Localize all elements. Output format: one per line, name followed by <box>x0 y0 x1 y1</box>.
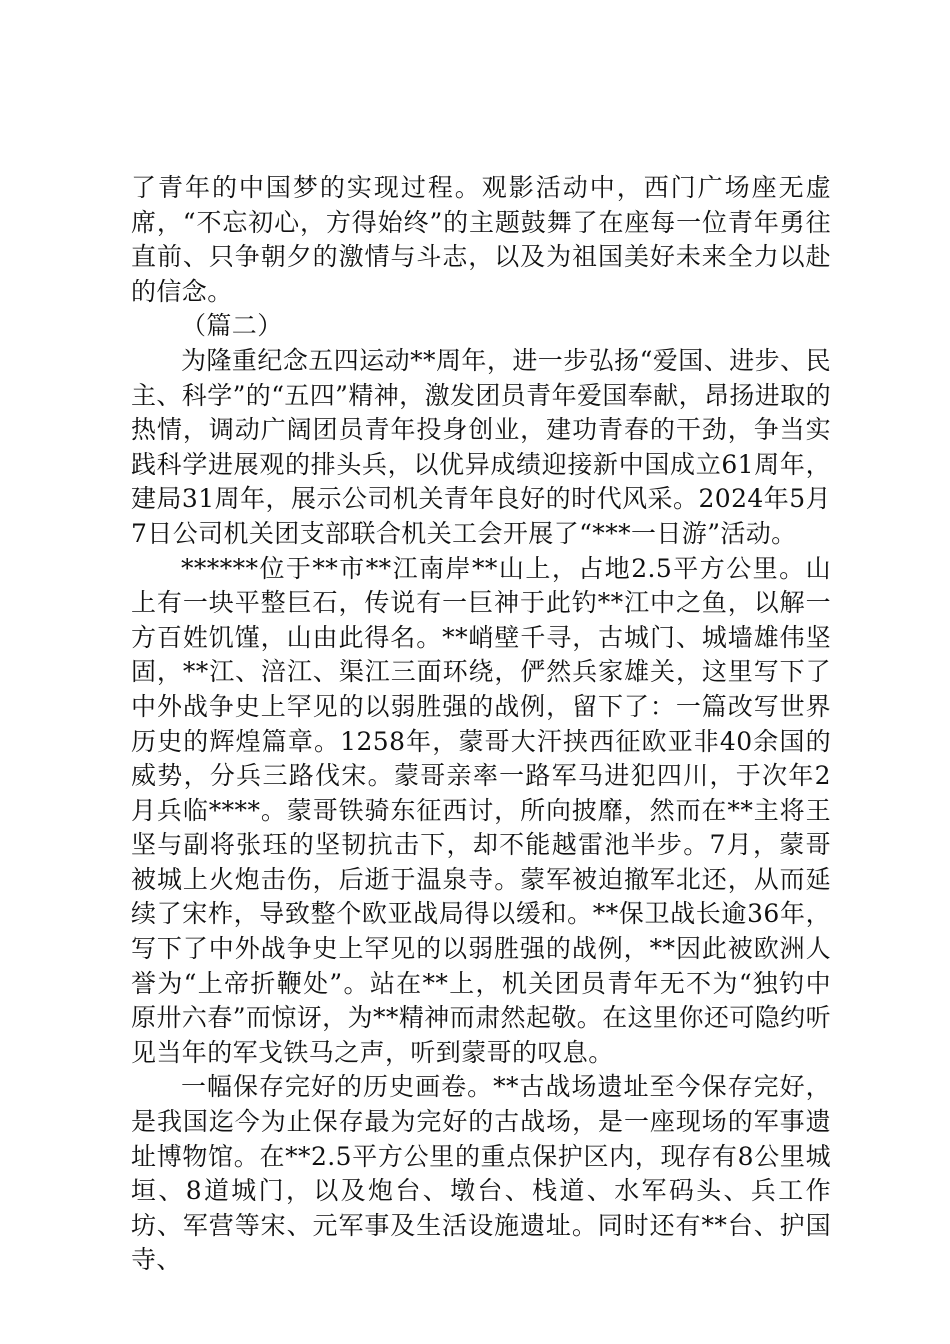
paragraph-heritage: 一幅保存完好的历史画卷。**古战场遗址至今保存完好，是我国迄今为止保存最为完好的古战场，是一座现场的军事遗址博物馆。在**2.5平方公里的重点保护区内，现存有8公里城垣、8道城门，以及炮台、墩台、栈道、水军码头、兵工作坊、军营等宋、元军事及生活设施遗址。同时还有**台、护国寺、 <box>131 1072 831 1275</box>
paragraph-continuation: 了青年的中国梦的实现过程。观影活动中，西门广场座无虚席，“不忘初心，方得始终”的主题鼓舞了在座每一位青年勇往直前、只争朝夕的激情与斗志，以及为祖国美好未来全力以赴的信念。 <box>131 173 831 306</box>
paragraph-intro: 为隆重纪念五四运动**周年，进一步弘扬“爱国、进步、民主、科学”的“五四”精神，激发团员青年爱国奉献，昂扬进取的热情，调动广阔团员青年投身创业，建功青春的干劲，争当实践科学进展观的排头兵，以优异成绩迎接新中国成立61周年，建局31周年，展示公司机关青年良好的时代风采。2024年5月7日公司机关团支部联合机关工会开展了“***一日游”活动。 <box>131 345 831 548</box>
paragraph-history: ******位于**市**江南岸**山上，占地2.5平方公里。山上有一块平整巨石，传说有一巨神于此钓**江中之鱼，以解一方百姓饥馑，山由此得名。**峭壁千寻，古城门、城墙雄伟坚固，**江、涪江、渠江三面环绕，俨然兵家雄关，这里写下了中外战争史上罕见的以弱胜强的战例，留下了：一篇改写世界历史的辉煌篇章。1258年，蒙哥大汗挟西征欧亚非40余国的威势，分兵三路伐宋。蒙哥亲率一路军马进犯四川，于次年2月兵临****。蒙哥铁骑东征西讨，所向披靡，然而在**主将王坚与副将张珏的坚韧抗击下，却不能越雷池半步。7月，蒙哥被城上火炮击伤，后逝于温泉寺。蒙军被迫撤军北还，从而延续了宋柞，导致整个欧亚战局得以缓和。**保卫战长逾36年，写下了中外战争史上罕见的以弱胜强的战例，**因此被欧洲人誉为“上帝折鞭处”。站在**上，机关团员青年无不为“独钓中原卅六春”而惊讶，为**精神而肃然起敬。在这里你还可隐约听见当年的军戈铁马之声，听到蒙哥的叹息。 <box>131 553 831 1067</box>
section-heading: （篇二） <box>181 311 283 341</box>
document-body <box>131 171 831 1278</box>
